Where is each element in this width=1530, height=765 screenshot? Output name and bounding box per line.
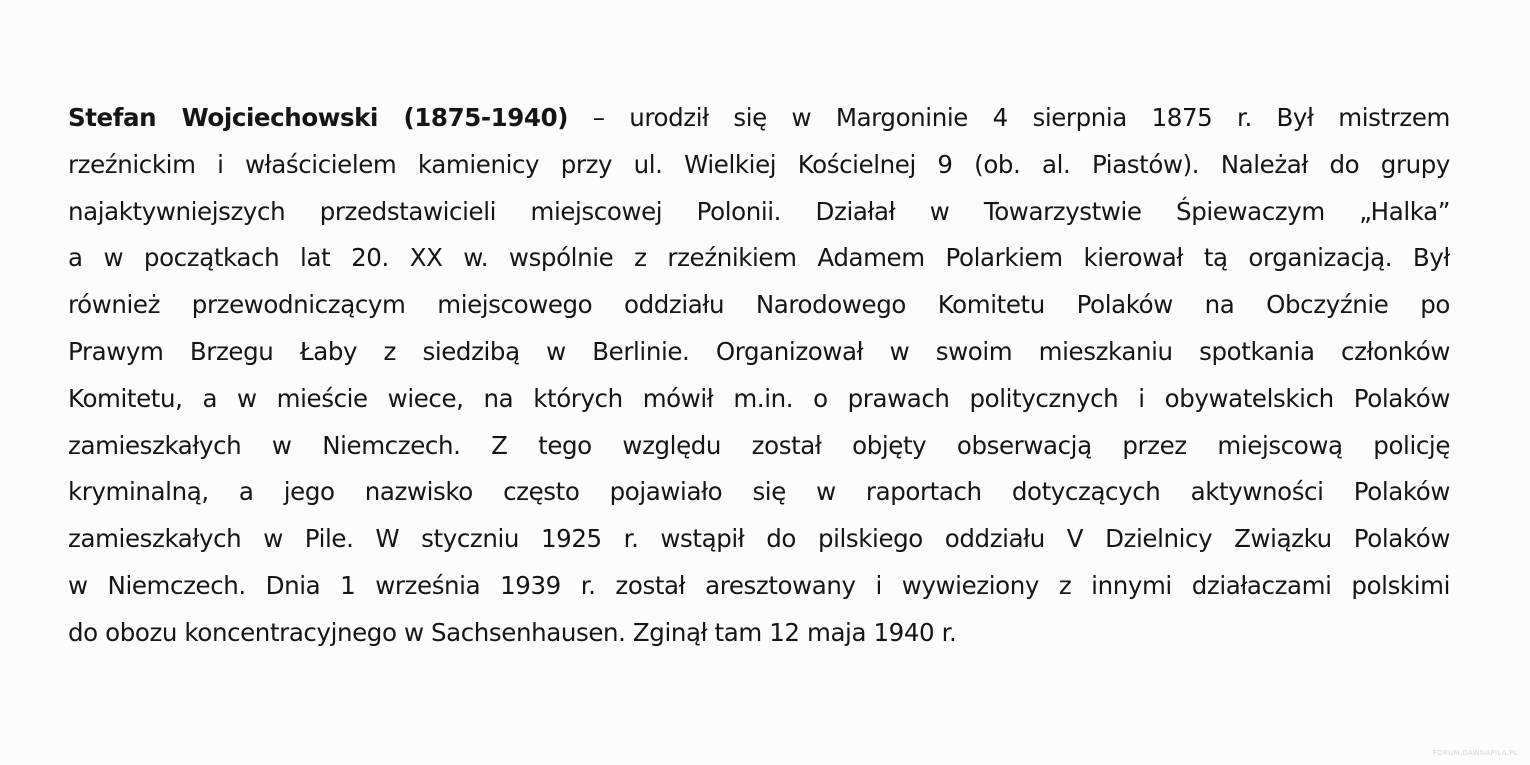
text-line-1 (68, 95, 1450, 142)
text-line-2: rzeźnickim i właścicielem kamienicy przy ul. Wielkiej Kościelnej 9 (ob. al. Piastów). Należał do grupy (68, 149, 1450, 179)
text-line-10: zamieszkałych w Pile. W styczniu 1925 r. wstąpił do pilskiego oddziału V Dzielnicy Związku Polaków (68, 524, 1450, 554)
text-line-11: w Niemczech. Dnia 1 września 1939 r. został aresztowany i wywieziony z innymi działaczami polskimi (68, 570, 1450, 600)
biography-paragraph (68, 95, 1450, 657)
text-line-3: najaktywniejszych przedstawicieli miejscowej Polonii. Działał w Towarzystwie Śpiewaczym „Halka” (68, 196, 1450, 226)
text-line-4: a w początkach lat 20. XX w. wspólnie z rzeźnikiem Adamem Polarkiem kierował tą organizacją. Był (68, 243, 1450, 273)
text-line-12: do obozu koncentracyjnego w Sachsenhausen. Zginął tam 12 maja 1940 r. (68, 617, 957, 647)
text-line-6: Prawym Brzegu Łaby z siedzibą w Berlinie. Organizował w swoim mieszkaniu spotkania członków (68, 336, 1450, 366)
source-watermark: FORUM.DAWNAPILA.PL (1432, 749, 1518, 757)
text-line-9: kryminalną, a jego nazwisko często pojawiało się w raportach dotyczących aktywności Polaków (68, 477, 1450, 507)
text-line-8: zamieszkałych w Niemczech. Z tego względu został objęty obserwacją przez miejscową policję (68, 430, 1450, 460)
text-line-1-rest: – urodził się w Margoninie 4 sierpnia 1875 r. Był mistrzem (568, 103, 1450, 132)
person-name-heading: Stefan Wojciechowski (1875-1940) (68, 103, 569, 132)
text-line-7: Komitetu, a w mieście wiece, na których mówił m.in. o prawach politycznych i obywatelskich Polaków (68, 383, 1450, 413)
text-line-5: również przewodniczącym miejscowego oddziału Narodowego Komitetu Polaków na Obczyźnie po (68, 290, 1450, 320)
